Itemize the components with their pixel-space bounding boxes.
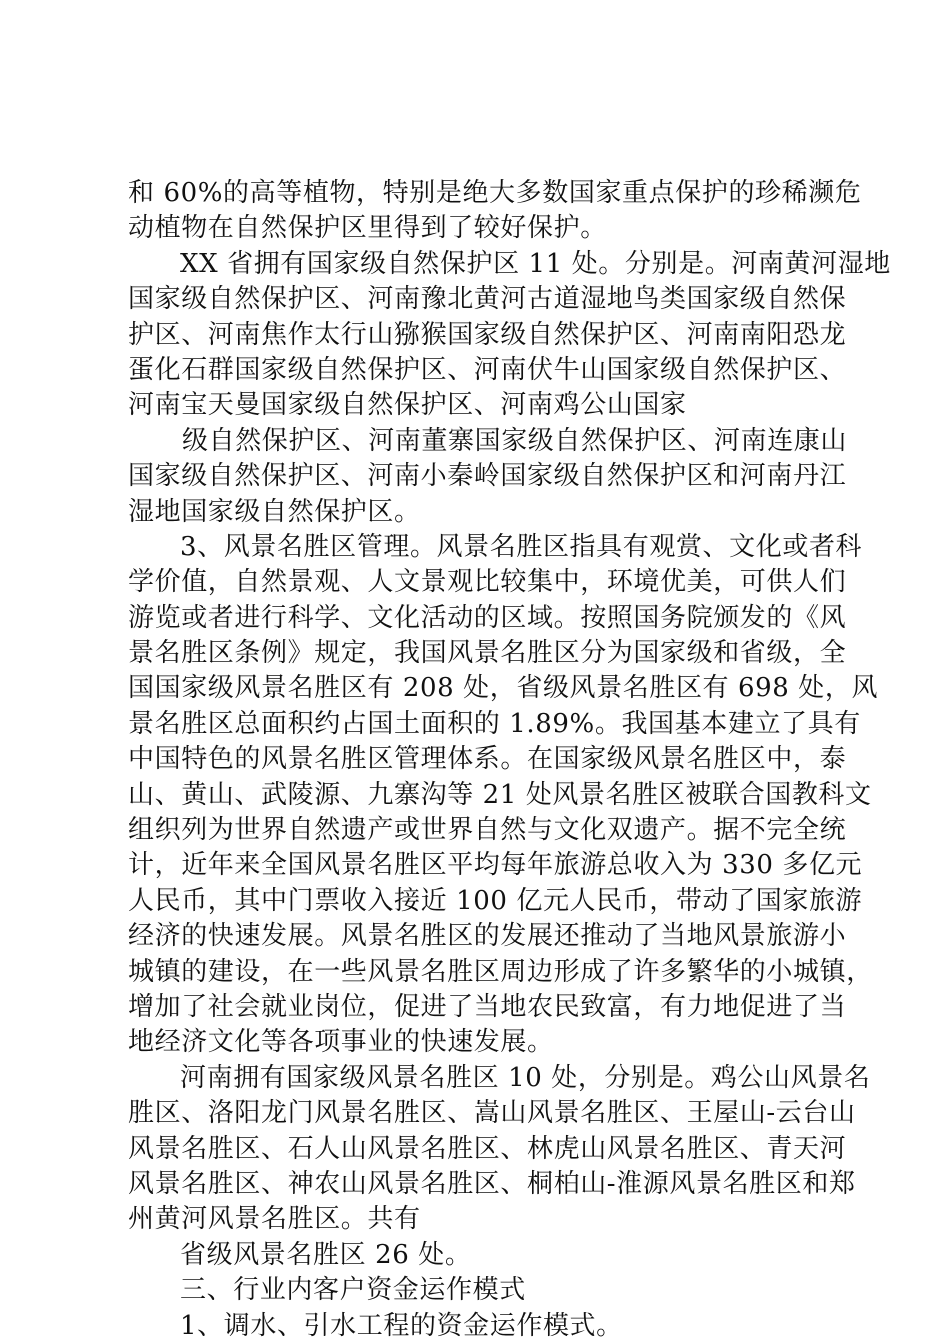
text-line-12: 学价值，自然景观、人文景观比较集中，环境优美，可供人们 bbox=[128, 567, 847, 598]
text-line-32: 三、行业内客户资金运作模式 bbox=[180, 1275, 526, 1306]
text-line-1: 和 60%的高等植物，特别是绝大多数国家重点保护的珍稀濒危 bbox=[128, 178, 862, 208]
document-body bbox=[128, 176, 891, 1344]
text-line-33: 1、调水、引水工程的资金运作模式。 bbox=[180, 1310, 623, 1341]
text-line-29: 风景名胜区、神农山风景名胜区、桐柏山-淮源风景名胜区和郑 bbox=[128, 1168, 856, 1199]
text-line-5: 护区、河南焦作太行山猕猴国家级自然保护区、河南南阳恐龙 bbox=[128, 319, 847, 350]
text-line-11: 3、风景名胜区管理。风景名胜区指具有观赏、文化或者科 bbox=[180, 531, 863, 562]
text-line-23: 城镇的建设，在一些风景名胜区周边形成了许多繁华的小城镇， bbox=[128, 956, 873, 987]
text-line-30: 州黄河风景名胜区。共有 bbox=[128, 1204, 421, 1235]
text-line-9: 国家级自然保护区、河南小秦岭国家级自然保护区和河南丹江 bbox=[128, 461, 847, 492]
text-line-25: 地经济文化等各项事业的快速发展。 bbox=[128, 1027, 554, 1058]
text-line-7: 河南宝天曼国家级自然保护区、河南鸡公山国家 bbox=[128, 390, 687, 421]
text-line-31: 省级风景名胜区 26 处。 bbox=[180, 1239, 472, 1270]
text-line-3: XX 省拥有国家级自然保护区 11 处。分别是。河南黄河湿地 bbox=[180, 248, 891, 279]
text-line-20: 计，近年来全国风景名胜区平均每年旅游总收入为 330 多亿元 bbox=[128, 850, 863, 881]
text-line-10: 湿地国家级自然保护区。 bbox=[128, 496, 421, 527]
text-line-13: 游览或者进行科学、文化活动的区域。按照国务院颁发的《风 bbox=[128, 602, 847, 633]
text-line-28: 风景名胜区、石人山风景名胜区、林虎山风景名胜区、青天河 bbox=[128, 1133, 847, 1164]
text-line-21: 人民币，其中门票收入接近 100 亿元人民币，带动了国家旅游 bbox=[128, 885, 863, 916]
text-line-24: 增加了社会就业岗位，促进了当地农民致富，有力地促进了当 bbox=[128, 991, 847, 1022]
text-line-6: 蛋化石群国家级自然保护区、河南伏牛山国家级自然保护区、 bbox=[128, 354, 847, 385]
text-line-4: 国家级自然保护区、河南豫北黄河古道湿地鸟类国家级自然保 bbox=[128, 284, 847, 315]
text-line-22: 经济的快速发展。风景名胜区的发展还推动了当地风景旅游小 bbox=[128, 921, 847, 952]
text-line-27: 胜区、洛阳龙门风景名胜区、嵩山风景名胜区、王屋山-云台山 bbox=[128, 1098, 856, 1129]
text-line-8: 级自然保护区、河南董寨国家级自然保护区、河南连康山 bbox=[182, 425, 848, 456]
text-line-16: 景名胜区总面积约占国土面积的 1.89%。我国基本建立了具有 bbox=[128, 708, 861, 739]
text-line-18: 山、黄山、武陵源、九寨沟等 21 处风景名胜区被联合国教科文 bbox=[128, 779, 872, 810]
text-line-2: 动植物在自然保护区里得到了较好保护。 bbox=[128, 213, 607, 244]
text-line-19: 组织列为世界自然遗产或世界自然与文化双遗产。据不完全统 bbox=[128, 815, 847, 846]
text-line-26: 河南拥有国家级风景名胜区 10 处，分别是。鸡公山风景名 bbox=[180, 1062, 871, 1093]
text-line-15: 国国家级风景名胜区有 208 处，省级风景名胜区有 698 处，风 bbox=[128, 673, 879, 704]
text-line-17: 中国特色的风景名胜区管理体系。在国家级风景名胜区中，泰 bbox=[128, 744, 847, 775]
text-line-14: 景名胜区条例》规定，我国风景名胜区分为国家级和省级，全 bbox=[128, 638, 847, 669]
